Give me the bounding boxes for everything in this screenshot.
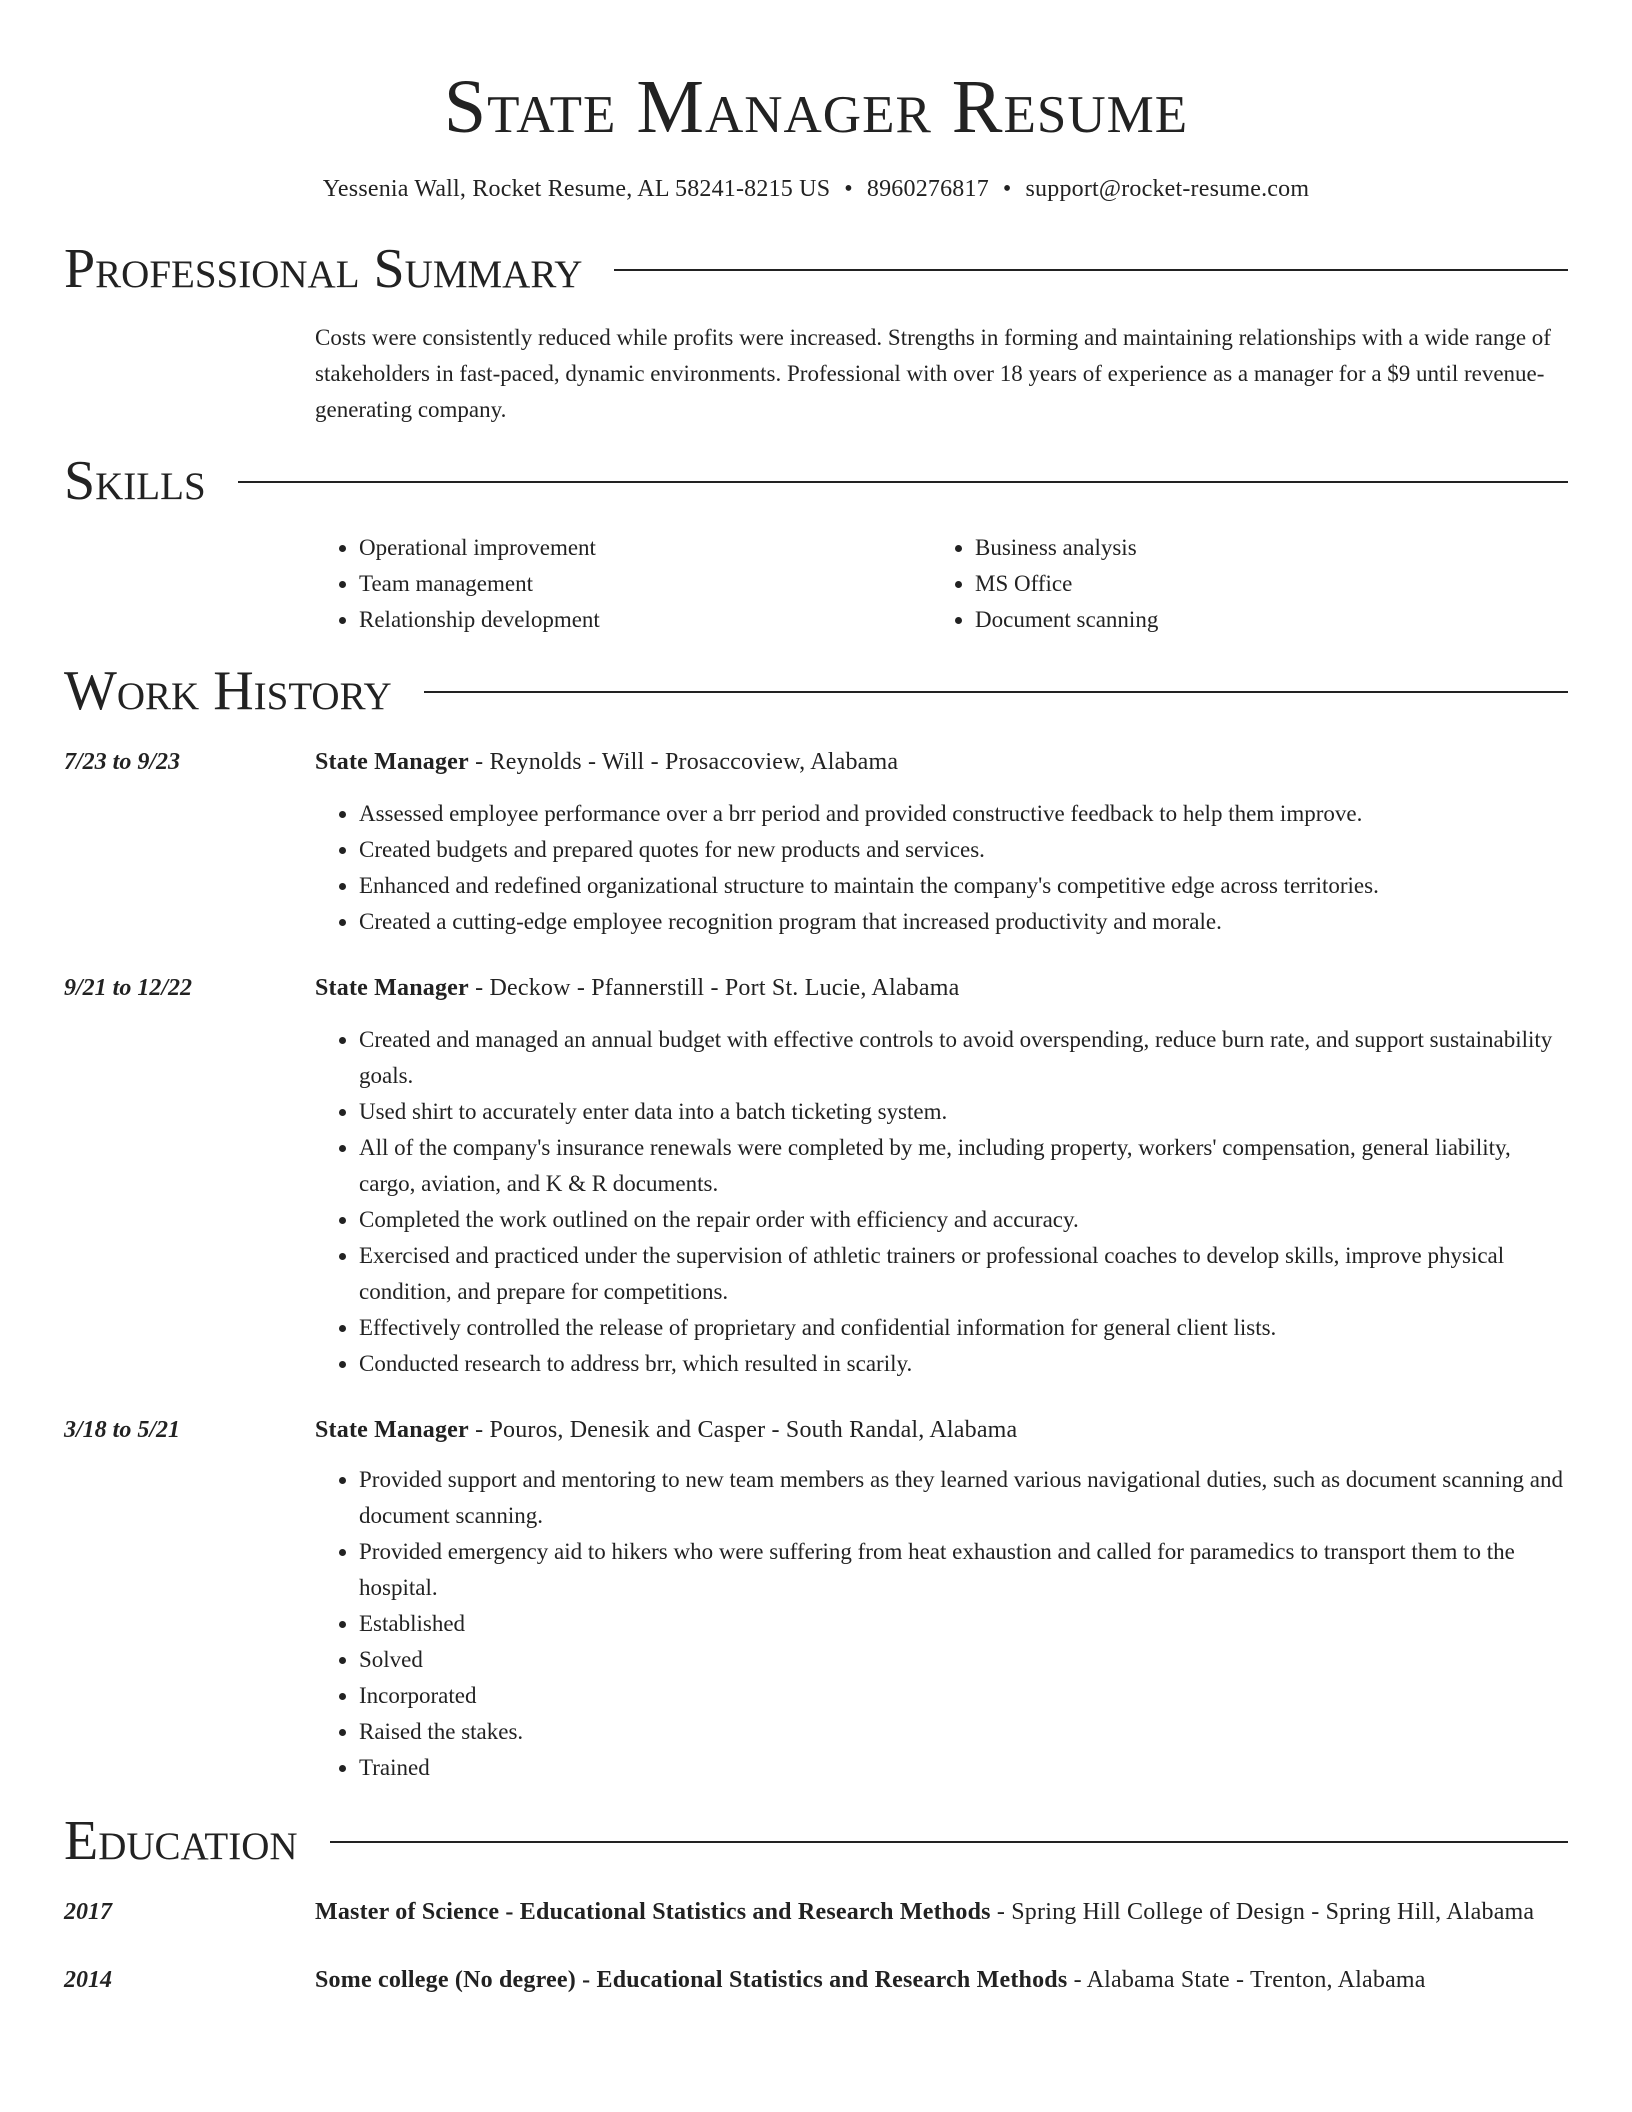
job-bullet: • Exercised and practiced under the supervision of athletic trainers or professional coaches to develop skills, improve physical condition, and prepare for competitions. xyxy=(359,1238,1568,1310)
contact-separator: • xyxy=(1002,176,1012,202)
job-entry xyxy=(64,1410,1568,1786)
job-bullet: • Established xyxy=(359,1606,1568,1642)
work-heading: Work History xyxy=(64,660,392,722)
job-details: - Deckow - Pfannerstill - Port St. Lucie, Alabama xyxy=(468,975,960,1001)
job-entry xyxy=(64,742,1568,940)
skills-heading: Skills xyxy=(64,450,206,512)
education-details: - Spring Hill College of Design - Spring Hill, Alabama xyxy=(990,1899,1535,1925)
education-entry xyxy=(64,1960,1568,2000)
job-bullet: • Trained xyxy=(359,1750,1568,1786)
job-bullets xyxy=(315,1022,1568,1382)
skill-item: • Operational improvement xyxy=(359,530,931,566)
skill-item: • Relationship development xyxy=(359,602,931,638)
job-bullet: • Created budgets and prepared quotes for new products and services. xyxy=(359,832,1568,868)
education-entry xyxy=(64,1892,1568,1932)
job-header xyxy=(64,1410,1568,1450)
job-header xyxy=(64,968,1568,1008)
job-details: - Reynolds - Will - Prosaccoview, Alabama xyxy=(468,749,899,775)
job-bullet: • Completed the work outlined on the repair order with efficiency and accuracy. xyxy=(359,1202,1568,1238)
job-bullet: • Created and managed an annual budget with effective controls to avoid overspending, reduce burn rate, and support sustainability goals. xyxy=(359,1022,1568,1094)
job-bullet: • All of the company's insurance renewals were completed by me, including property, workers' compensation, general liability, cargo, aviation, and K & R documents. xyxy=(359,1130,1568,1202)
job-bullet: • Created a cutting-edge employee recognition program that increased productivity and morale. xyxy=(359,904,1568,940)
section-divider xyxy=(614,269,1568,271)
contact-email[interactable]: support@rocket-resume.com xyxy=(1025,176,1310,202)
job-bullet: • Raised the stakes. xyxy=(359,1714,1568,1750)
section-divider xyxy=(330,1841,1568,1843)
job-bullets xyxy=(315,1462,1568,1786)
job-details: - Pouros, Denesik and Casper - South Randal, Alabama xyxy=(468,1417,1018,1443)
education-details: - Alabama State - Trenton, Alabama xyxy=(1067,1967,1426,1993)
job-dates: 3/18 to 5/21 xyxy=(64,1417,181,1443)
summary-text: Costs were consistently reduced while profits were increased. Strengths in forming and maintaining relationships with a wide range of stakeholders in fast-paced, dynamic environments. Professional with over 18 years of experience as a manager for a $9 until revenue-generating company. xyxy=(315,325,1551,422)
resume-page xyxy=(64,0,1568,2000)
job-bullet: • Provided support and mentoring to new team members as they learned various navigational duties, such as document scanning and document scanning. xyxy=(359,1462,1568,1534)
contact-phone: 8960276817 xyxy=(866,176,989,202)
section-divider xyxy=(238,481,1568,483)
resume-title: State Manager Resume xyxy=(443,65,1189,149)
job-dates: 9/21 to 12/22 xyxy=(64,975,193,1001)
education-year: 2017 xyxy=(64,1899,112,1925)
education-heading: Education xyxy=(64,1810,298,1872)
job-bullet: • Assessed employee performance over a brr period and provided constructive feedback to help them improve. xyxy=(359,796,1568,832)
contact-separator: • xyxy=(844,176,853,202)
summary-section-header xyxy=(64,236,1568,302)
job-bullets xyxy=(315,796,1568,940)
job-role: State Manager xyxy=(315,975,469,1001)
job-bullet: • Incorporated xyxy=(359,1678,1568,1714)
skill-item: • Document scanning xyxy=(975,602,1568,638)
job-bullet: • Conducted research to address brr, which resulted in scarily. xyxy=(359,1346,1568,1382)
job-dates: 7/23 to 9/23 xyxy=(64,749,181,775)
skill-item: • Business analysis xyxy=(975,530,1568,566)
education-section-header xyxy=(64,1808,1568,1874)
job-bullet: • Used shirt to accurately enter data into a batch ticketing system. xyxy=(359,1094,1568,1130)
skill-item: • Team management xyxy=(359,566,931,602)
job-bullet: • Enhanced and redefined organizational structure to maintain the company's competitive edge across territories. xyxy=(359,868,1568,904)
job-role: State Manager xyxy=(315,749,469,775)
skills-column-right xyxy=(931,530,1568,638)
skills-list xyxy=(315,530,1568,638)
skills-column-left xyxy=(315,530,931,638)
education-degree: Some college (No degree) - Educational Statistics and Research Methods xyxy=(315,1967,1068,1993)
job-bullet: • Effectively controlled the release of proprietary and confidential information for general client lists. xyxy=(359,1310,1568,1346)
job-role: State Manager xyxy=(315,1417,469,1443)
section-divider xyxy=(424,691,1568,693)
skill-item: • MS Office xyxy=(975,566,1568,602)
education-year: 2014 xyxy=(64,1967,112,1993)
job-bullet: • Provided emergency aid to hikers who were suffering from heat exhaustion and called for paramedics to transport them to the hospital. xyxy=(359,1534,1568,1606)
work-section-header xyxy=(64,658,1568,724)
job-header xyxy=(64,742,1568,782)
education-degree: Master of Science - Educational Statistics and Research Methods xyxy=(315,1899,991,1925)
job-entry xyxy=(64,968,1568,1382)
contact-address: Yessenia Wall, Rocket Resume, AL 58241-8215 US xyxy=(322,176,831,202)
summary-heading: Professional Summary xyxy=(64,238,583,300)
job-bullet: • Solved xyxy=(359,1642,1568,1678)
contact-line xyxy=(64,172,1568,206)
skills-section-header xyxy=(64,448,1568,514)
